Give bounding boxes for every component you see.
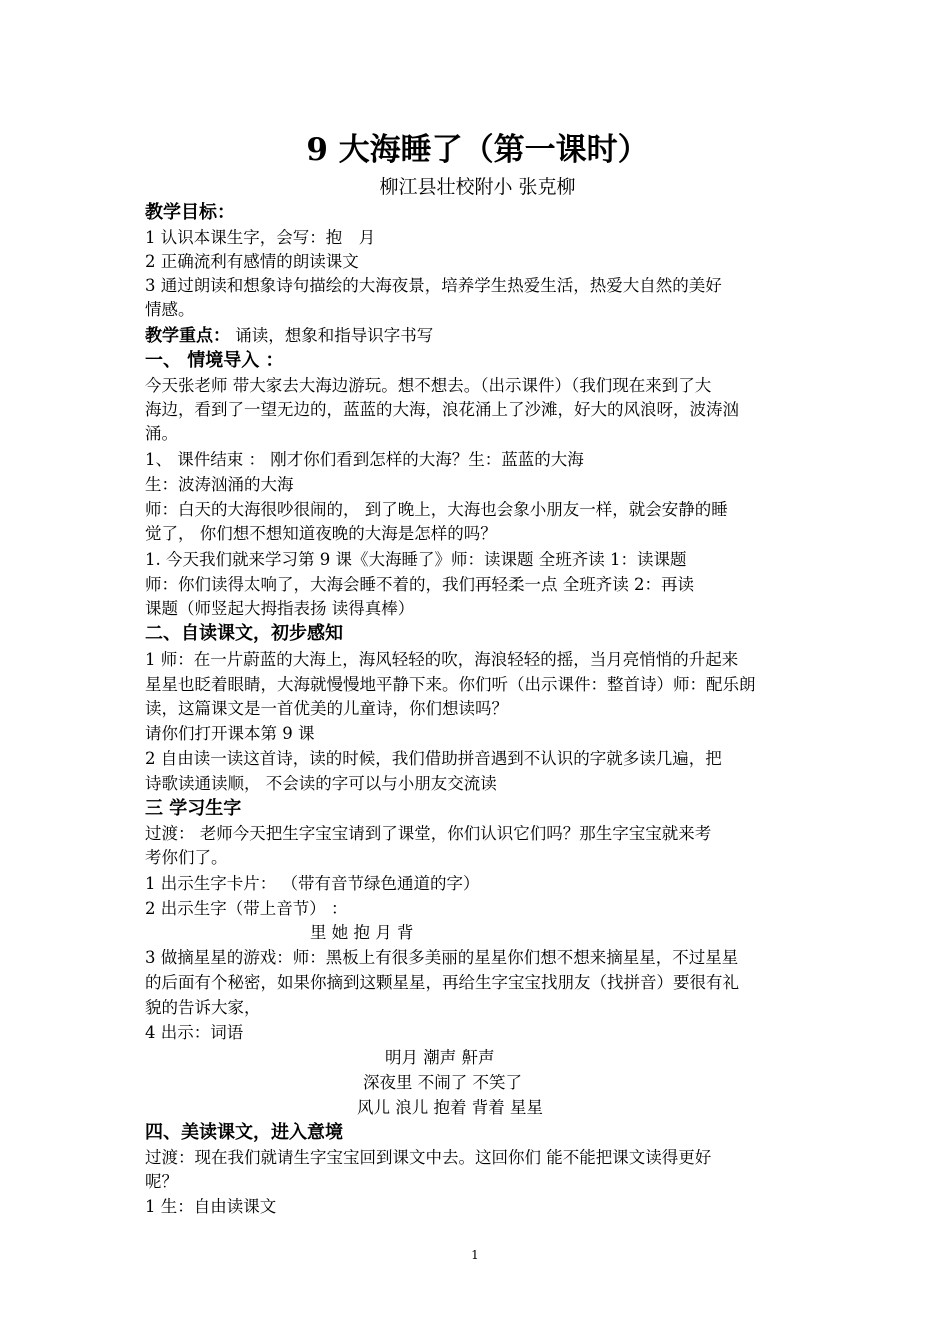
section3-line: 4 出示：词语 [145, 1023, 244, 1042]
objective-line: 情感。 [145, 300, 195, 319]
section2-line: 诗歌读通读顺， 不会读的字可以与小朋友交流读 [145, 774, 497, 793]
section1-line: 师：白天的大海很吵很闹的， 到了晚上，大海也会象小朋友一样，就会安静的睡 [145, 500, 728, 519]
section4-heading: 四、美读课文，进入意境 [145, 1122, 343, 1143]
section2-line: 请你们打开课本第 9 课 [145, 724, 315, 743]
section2-heading: 二、自读课文，初步感知 [145, 623, 343, 644]
section3-heading: 三 学习生字 [145, 798, 242, 819]
section4-line: 呢？ [145, 1172, 178, 1191]
section1-line: 涌。 [145, 424, 178, 443]
section3-line: 1 出示生字卡片： （带有音节绿色通道的字） [145, 874, 480, 893]
section2-line: 1 师：在一片蔚蓝的大海上，海风轻轻的吹，海浪轻轻的摇，当月亮悄悄的升起来 [145, 650, 739, 669]
section3-line: 的后面有个秘密，如果你摘到这颗星星，再给生字宝宝找朋友（找拼音）要很有礼 [145, 973, 739, 992]
vocabulary-line: 深夜里 不闹了 不笑了 [363, 1073, 522, 1092]
section4-line: 1 生：自由读课文 [145, 1197, 277, 1216]
section2-line: 读，这篇课文是一首优美的儿童诗，你们想读吗？ [145, 699, 508, 718]
lesson-title: 9 大海睡了（第一课时） [306, 132, 649, 168]
section3-line: 貌的告诉大家， [145, 998, 261, 1017]
section3-line: 3 做摘星星的游戏：师：黑板上有很多美丽的星星你们想不想来摘星星，不过星星 [145, 948, 739, 967]
section1-line: 课题（师竖起大拇指表扬 读得真棒） [145, 599, 415, 618]
section1-line: 1、 课件结束 ： 刚才你们看到怎样的大海？生：蓝蓝的大海 [145, 450, 584, 469]
section1-line: 生：波涛汹涌的大海 [145, 475, 294, 494]
objective-line: 3 通过朗读和想象诗句描绘的大海夜景，培养学生热爱生活，热爱大自然的美好 [145, 276, 722, 295]
new-characters: 里 她 抱 月 背 [310, 923, 414, 942]
objectives-heading: 教学目标： [145, 202, 235, 223]
key-points-label: 教学重点： [145, 326, 230, 346]
section1-line: 今天张老师 带大家去大海边游玩。想不想去。（出示课件）（我们现在来到了大 [145, 376, 712, 395]
section1-line: 海边，看到了一望无边的，蓝蓝的大海，浪花涌上了沙滩，好大的风浪呀，波涛汹 [145, 400, 739, 419]
section2-line: 2 自由读一读这首诗，读的时候，我们借助拼音遇到不认识的字就多读几遍，把 [145, 749, 722, 768]
section1-line: 1. 今天我们就来学习第 9 课《大海睡了》师：读课题 全班齐读 1：读课题 [145, 550, 687, 569]
vocabulary-line: 风儿 浪儿 抱着 背着 星星 [357, 1098, 543, 1117]
objective-line: 1 认识本课生字，会写：抱 月 [145, 228, 376, 247]
author-line: 柳江县壮校附小 张克柳 [379, 176, 576, 198]
section1-heading: 一、 情境导入 ： [145, 350, 284, 371]
section1-line: 觉了， 你们想不想知道夜晚的大海是怎样的吗？ [145, 524, 497, 543]
objective-line: 2 正确流利有感情的朗读课文 [145, 252, 359, 271]
vocabulary-line: 明月 潮声 鼾声 [385, 1048, 495, 1067]
section3-line: 考你们了。 [145, 848, 228, 867]
page-number: 1 [471, 1248, 479, 1262]
key-points-text: 诵读，想象和指导识字书写 [230, 326, 434, 345]
section3-line: 过渡： 老师今天把生字宝宝请到了课堂，你们认识它们吗？那生字宝宝就来考 [145, 824, 712, 843]
section3-line: 2 出示生字（带上音节） ： [145, 899, 348, 918]
section2-line: 星星也眨着眼睛，大海就慢慢地平静下来。你们听（出示课件：整首诗）师：配乐朗 [145, 675, 756, 694]
key-points [145, 324, 810, 348]
section4-line: 过渡：现在我们就请生字宝宝回到课文中去。这回你们 能不能把课文读得更好 [145, 1148, 712, 1167]
section1-line: 师：你们读得太响了，大海会睡不着的，我们再轻柔一点 全班齐读 2：再读 [145, 575, 694, 594]
